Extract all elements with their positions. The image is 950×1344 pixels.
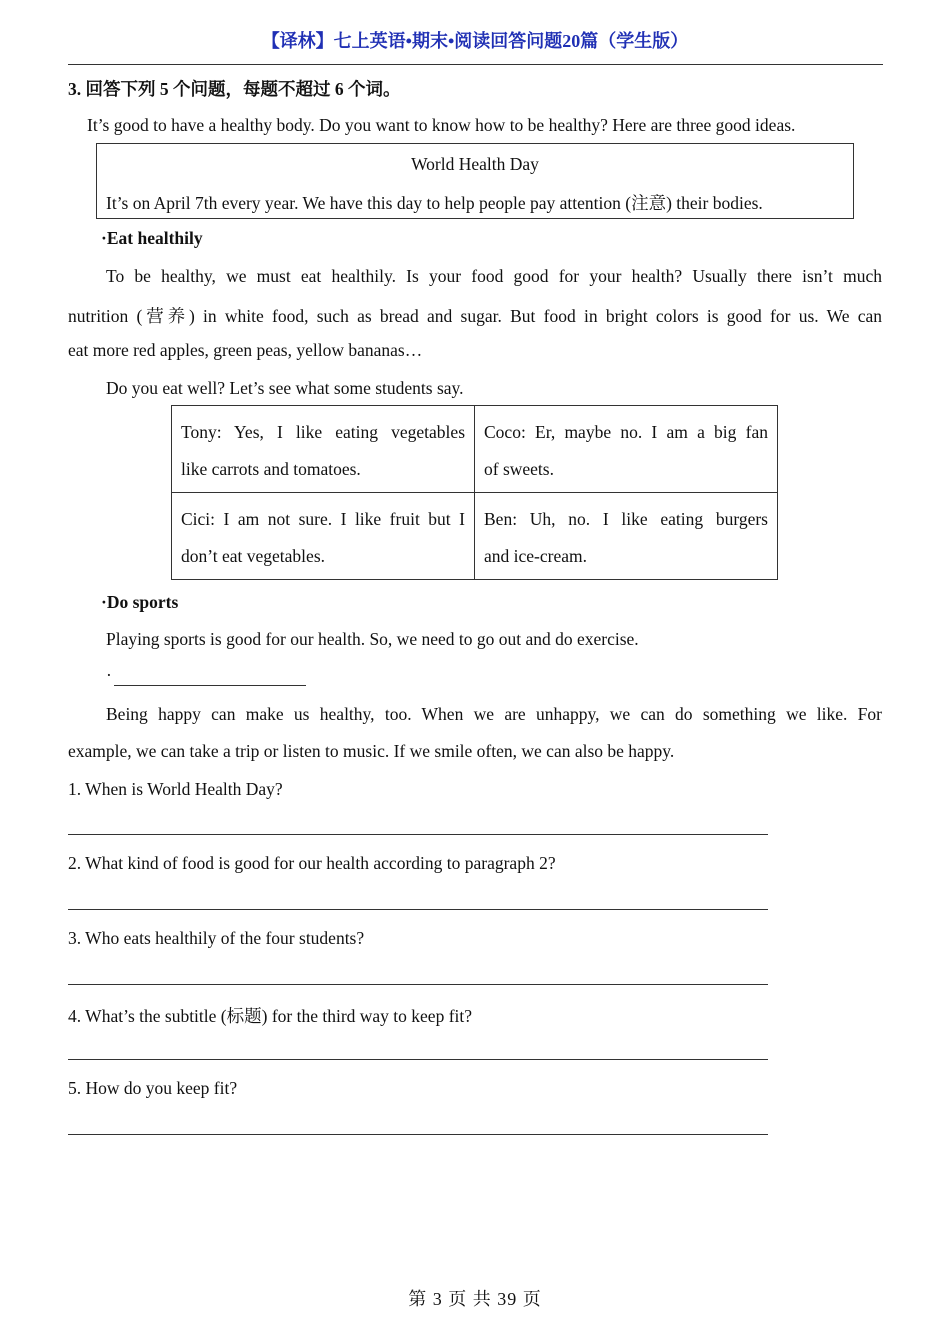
table-cell [172, 406, 475, 493]
page-number-footer: 第 3 页 共 39 页 [408, 1289, 542, 1309]
students-intro: Do you eat well? Let’s see what some students say. [106, 378, 464, 398]
bullet-dot: · [106, 665, 112, 685]
table-cell [475, 493, 778, 580]
section-3-subtitle-blank [106, 665, 306, 686]
answer-line-2[interactable] [68, 909, 768, 910]
question-4: 4. What’s the subtitle (标题) for the third way to keep fit? [68, 1006, 473, 1026]
paragraph-2-line-3: eat more red apples, green peas, yellow bananas… [68, 340, 423, 360]
question-2: 2. What kind of food is good for our health according to paragraph 2? [68, 853, 556, 873]
section-heading-eat-healthily: ·Eat healthily [101, 228, 203, 248]
question-1: 1. When is World Health Day? [68, 779, 283, 799]
answer-line-5[interactable] [68, 1134, 768, 1135]
question-3: 3. Who eats healthily of the four students? [68, 928, 365, 948]
answer-line-4[interactable] [68, 1059, 768, 1060]
student-line: Tony: Yes, I like eating vegetables [181, 422, 465, 442]
blank-line [114, 668, 306, 686]
box-text: It’s on April 7th every year. We have this day to help people pay attention (注意) their bodies. [106, 193, 763, 213]
paragraph-happy-line-1: Being happy can make us healthy, too. When we are unhappy, we can do something we like. For [106, 704, 882, 724]
paragraph-2-line-2: nutrition (营养) in white food, such as bread and sugar. But food in bright colors is good for us. We can [68, 306, 882, 326]
student-line: Coco: Er, maybe no. I am a big fan [484, 422, 768, 442]
answer-line-1[interactable] [68, 834, 768, 835]
student-line: Ben: Uh, no. I like eating burgers [484, 509, 768, 529]
student-line: don’t eat vegetables. [181, 546, 325, 566]
table-cell [475, 406, 778, 493]
table-row [172, 406, 778, 493]
table-row [172, 493, 778, 580]
passage-intro: It’s good to have a healthy body. Do you want to know how to be healthy? Here are three good ideas. [87, 115, 796, 135]
header-divider [68, 64, 883, 65]
table-cell [172, 493, 475, 580]
student-line: and ice-cream. [484, 546, 587, 566]
students-table [171, 405, 778, 580]
box-title: World Health Day [411, 154, 539, 174]
world-health-day-box [96, 143, 854, 219]
paragraph-2-line-1: To be healthy, we must eat healthily. Is your food good for your health? Usually there isn’t much [106, 266, 882, 286]
page-header-title: 【译林】七上英语•期末•阅读回答问题20篇（学生版） [261, 31, 689, 51]
paragraph-sports: Playing sports is good for our health. So, we need to go out and do exercise. [106, 629, 639, 649]
answer-line-3[interactable] [68, 984, 768, 985]
student-line: of sweets. [484, 459, 554, 479]
student-line: like carrots and tomatoes. [181, 459, 361, 479]
section-heading-do-sports: ·Do sports [101, 592, 179, 612]
paragraph-happy-line-2: example, we can take a trip or listen to music. If we smile often, we can also be happy. [68, 741, 675, 761]
question-instruction: 3. 回答下列 5 个问题，每题不超过 6 个词。 [68, 79, 401, 99]
question-5: 5. How do you keep fit? [68, 1078, 238, 1098]
student-line: Cici: I am not sure. I like fruit but I [181, 509, 465, 529]
